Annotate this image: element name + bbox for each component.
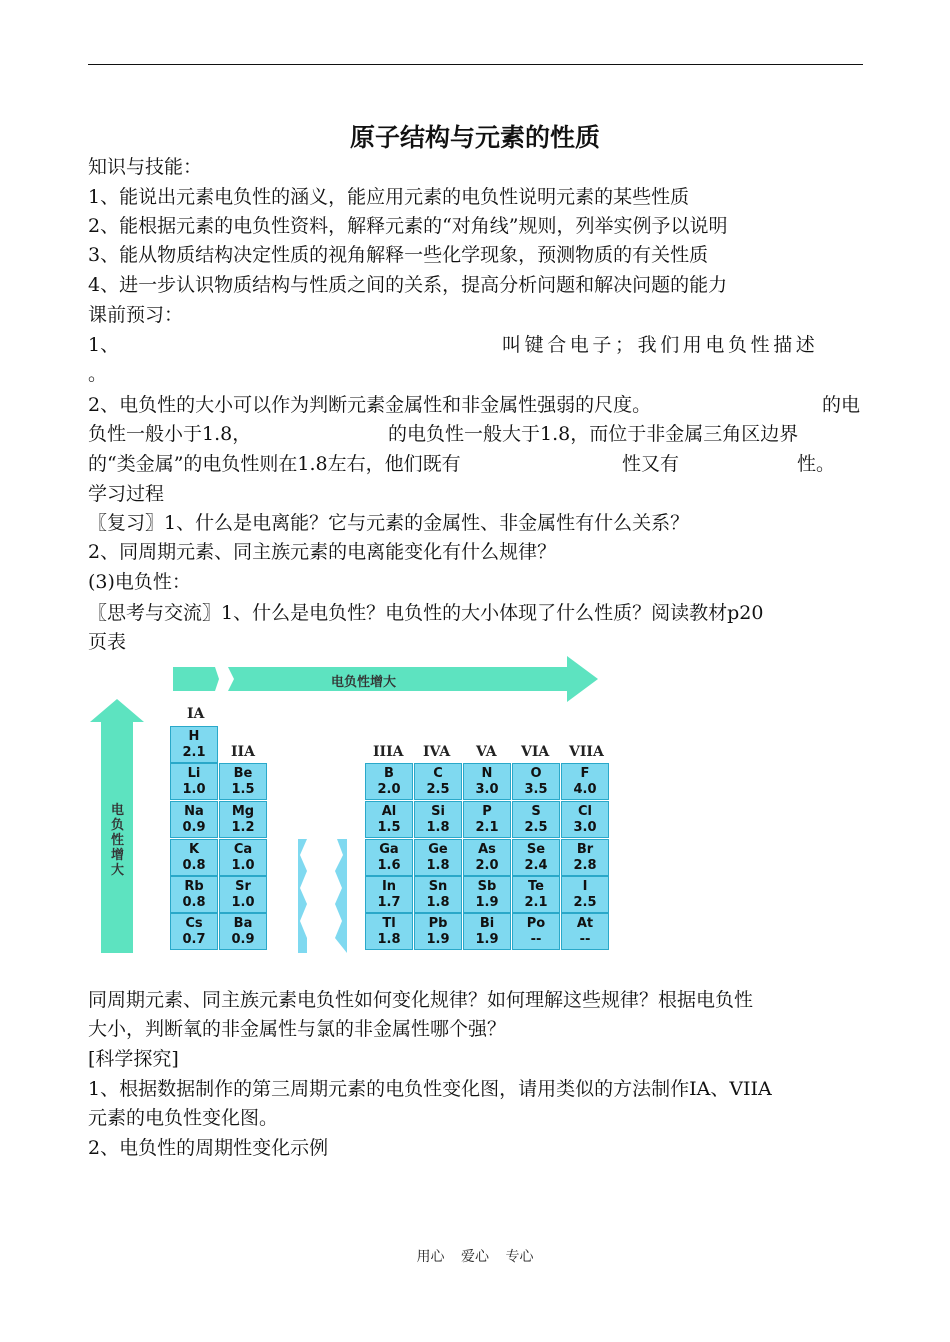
element-symbol: Pb [428, 916, 448, 931]
text-line: 。 [88, 363, 108, 385]
element-symbol: S [531, 804, 541, 819]
element-cell-s [512, 801, 560, 838]
arrow-v-label: 电负性增大 [111, 803, 125, 878]
element-value: 1.8 [426, 820, 450, 835]
element-value: 1.6 [377, 858, 401, 873]
element-symbol: Si [431, 804, 445, 819]
element-symbol: At [576, 916, 594, 931]
element-cell-rb [170, 876, 218, 913]
group-header: VIIA [569, 744, 604, 760]
element-symbol: Mg [231, 804, 255, 819]
element-symbol: O [530, 766, 542, 781]
element-value: 0.9 [182, 820, 206, 835]
element-value: 1.8 [426, 895, 450, 910]
element-cell-na [170, 801, 218, 838]
element-value: 0.8 [182, 895, 206, 910]
element-cell-li [170, 763, 218, 800]
text-line: 元素的电负性变化图。 [88, 1107, 279, 1129]
group-header: VIA [521, 744, 550, 760]
text-line: 叫键合电子；我们用电负性描述 [502, 334, 819, 356]
element-cell-p [463, 801, 511, 838]
element-symbol: Tl [382, 916, 396, 931]
element-value: 2.5 [524, 820, 548, 835]
element-value: 1.8 [426, 858, 450, 873]
text-line: 1、根据数据制作的第三周期元素的电负性变化图，请用类似的方法制作IA、VIIA [88, 1078, 772, 1100]
element-cell-f [561, 763, 609, 800]
element-value: 1.5 [231, 782, 255, 797]
element-value: 1.8 [377, 932, 401, 947]
element-symbol: Po [526, 916, 546, 931]
element-value: 1.0 [231, 858, 255, 873]
element-cell-ge [414, 839, 462, 876]
footer-text: 用心 [416, 1249, 445, 1265]
element-value: -- [530, 932, 542, 947]
text-line: 〖思考与交流〗1、什么是电负性？电负性的大小体现了什么性质？阅读教材p20 [88, 602, 764, 624]
element-cell-as [463, 839, 511, 876]
text-line: 课前预习： [88, 304, 184, 326]
element-value: 2.5 [426, 782, 450, 797]
footer-text: 爱心 [461, 1249, 489, 1265]
element-symbol: Sr [235, 879, 251, 894]
element-cell-h [170, 726, 218, 763]
element-value: -- [579, 932, 591, 947]
element-value: 1.0 [182, 782, 206, 797]
element-value: 2.8 [573, 858, 597, 873]
header-rule [88, 64, 863, 65]
element-value: 1.5 [377, 820, 401, 835]
text-line: 负性一般小于1.8， [88, 423, 252, 445]
text-line: 页表 [88, 631, 127, 653]
element-value: 1.0 [231, 895, 255, 910]
element-symbol: Sb [477, 879, 497, 894]
group-header: IIA [231, 744, 255, 760]
element-cell-bi [463, 913, 511, 950]
element-symbol: Na [184, 804, 204, 819]
arrow-h-tail [173, 667, 219, 691]
text-line: 2、电负性的周期性变化示例 [88, 1137, 329, 1159]
group-header: IVA [423, 744, 451, 760]
element-symbol: C [433, 766, 443, 781]
element-value: 0.9 [231, 932, 255, 947]
text-line: (3)电负性： [88, 571, 191, 593]
text-line: [科学探究] [88, 1048, 179, 1070]
element-cell-b [365, 763, 413, 800]
element-cell-ba [219, 913, 267, 950]
element-symbol: Ga [379, 842, 399, 857]
element-value: 1.9 [475, 932, 499, 947]
element-value: 3.5 [524, 782, 548, 797]
element-cell-in [365, 876, 413, 913]
text-line: 〖复习〗1、什么是电离能？它与元素的金属性、非金属性有什么关系？ [88, 512, 690, 534]
element-cell-al [365, 801, 413, 838]
element-cell-sn [414, 876, 462, 913]
text-line: 同周期元素、同主族元素电负性如何变化规律？如何理解这些规律？根据电负性 [88, 989, 754, 1011]
text-line: 的电 [822, 394, 861, 416]
element-symbol: Li [187, 766, 201, 781]
element-cell-cs [170, 913, 218, 950]
element-value: 4.0 [573, 782, 597, 797]
element-cell-pb [414, 913, 462, 950]
element-symbol: Al [381, 804, 397, 819]
element-value: 0.7 [182, 932, 206, 947]
text-line: 知识与技能： [88, 156, 203, 178]
element-symbol: Ba [233, 916, 253, 931]
electronegativity-figure [85, 655, 615, 960]
element-value: 2.1 [475, 820, 499, 835]
element-cell-o [512, 763, 560, 800]
element-symbol: N [481, 766, 493, 781]
element-value: 1.7 [377, 895, 401, 910]
element-value: 3.0 [475, 782, 499, 797]
element-cell-sr [219, 876, 267, 913]
element-value: 1.9 [426, 932, 450, 947]
element-symbol: Ca [233, 842, 253, 857]
element-cell-se [512, 839, 560, 876]
element-cell-k [170, 839, 218, 876]
element-symbol: Br [576, 842, 594, 857]
element-symbol: Be [233, 766, 253, 781]
element-value: 0.8 [182, 858, 206, 873]
text-line: 大小，判断氧的非金属性与氯的非金属性哪个强？ [88, 1018, 507, 1040]
element-cell-sb [463, 876, 511, 913]
element-symbol: Se [526, 842, 546, 857]
element-cell-mg [219, 801, 267, 838]
element-value: 2.1 [524, 895, 548, 910]
text-line: 2、能根据元素的电负性资料，解释元素的“对角线”规则，列举实例予以说明 [88, 215, 728, 237]
element-cell-ga [365, 839, 413, 876]
text-line: 1、 [88, 334, 120, 356]
element-symbol: P [482, 804, 492, 819]
group-header: IA [187, 706, 205, 722]
element-cell-cl [561, 801, 609, 838]
element-value: 3.0 [573, 820, 597, 835]
element-cell-si [414, 801, 462, 838]
element-symbol: H [188, 729, 200, 744]
arrow-h-label: 电负性增大 [331, 675, 397, 690]
element-symbol: Bi [479, 916, 495, 931]
element-cell-be [219, 763, 267, 800]
footer [0, 1246, 950, 1266]
break-right [335, 839, 347, 953]
group-header: IIIA [373, 744, 404, 760]
element-cell-po [512, 913, 560, 950]
group-header: VA [476, 744, 497, 760]
text-line: 的“类金属”的电负性则在1.8左右，他们既有 [88, 453, 461, 475]
arrow-h-icon [228, 656, 598, 702]
element-symbol: In [381, 879, 397, 894]
element-symbol: Rb [184, 879, 204, 894]
text-line: 学习过程 [88, 483, 165, 505]
element-cell-ca [219, 839, 267, 876]
element-symbol: I [582, 879, 588, 894]
element-symbol: K [188, 842, 200, 857]
element-symbol: Te [528, 879, 544, 894]
text-line: 2、电负性的大小可以作为判断元素金属性和非金属性强弱的尺度。 [88, 394, 652, 416]
break-left [298, 839, 307, 953]
element-value: 2.5 [573, 895, 597, 910]
element-cell-c [414, 763, 462, 800]
text-line: 3、能从物质结构决定性质的视角解释一些化学现象，预测物质的有关性质 [88, 244, 709, 266]
text-line: 2、同周期元素、同主族元素的电离能变化有什么规律？ [88, 541, 557, 563]
element-symbol: B [384, 766, 394, 781]
element-symbol: Cl [578, 804, 592, 819]
text-line: 性又有 [622, 453, 680, 475]
element-value: 1.9 [475, 895, 499, 910]
footer-text: 专心 [505, 1249, 534, 1265]
element-cell-tl [365, 913, 413, 950]
text-line: 4、进一步认识物质结构与性质之间的关系，提高分析问题和解决问题的能力 [88, 274, 728, 296]
text-line: 1、能说出元素电负性的涵义，能应用元素的电负性说明元素的某些性质 [88, 186, 690, 208]
text-line: 的电负性一般大于1.8，而位于非金属三角区边界 [388, 423, 799, 445]
element-value: 2.4 [524, 858, 548, 873]
text-line: 性。 [797, 453, 836, 475]
element-cell-te [512, 876, 560, 913]
element-value: 2.0 [475, 858, 499, 873]
element-symbol: Cs [185, 916, 203, 931]
element-symbol: Sn [428, 879, 448, 894]
element-cell-i [561, 876, 609, 913]
element-value: 2.0 [377, 782, 401, 797]
element-cell-n [463, 763, 511, 800]
element-symbol: F [580, 766, 590, 781]
element-symbol: Ge [428, 842, 448, 857]
element-cell-br [561, 839, 609, 876]
page-title: 原子结构与元素的性质 [349, 123, 600, 152]
element-value: 2.1 [182, 745, 206, 760]
element-value: 1.2 [231, 820, 255, 835]
element-cell-at [561, 913, 609, 950]
element-symbol: As [478, 842, 496, 857]
